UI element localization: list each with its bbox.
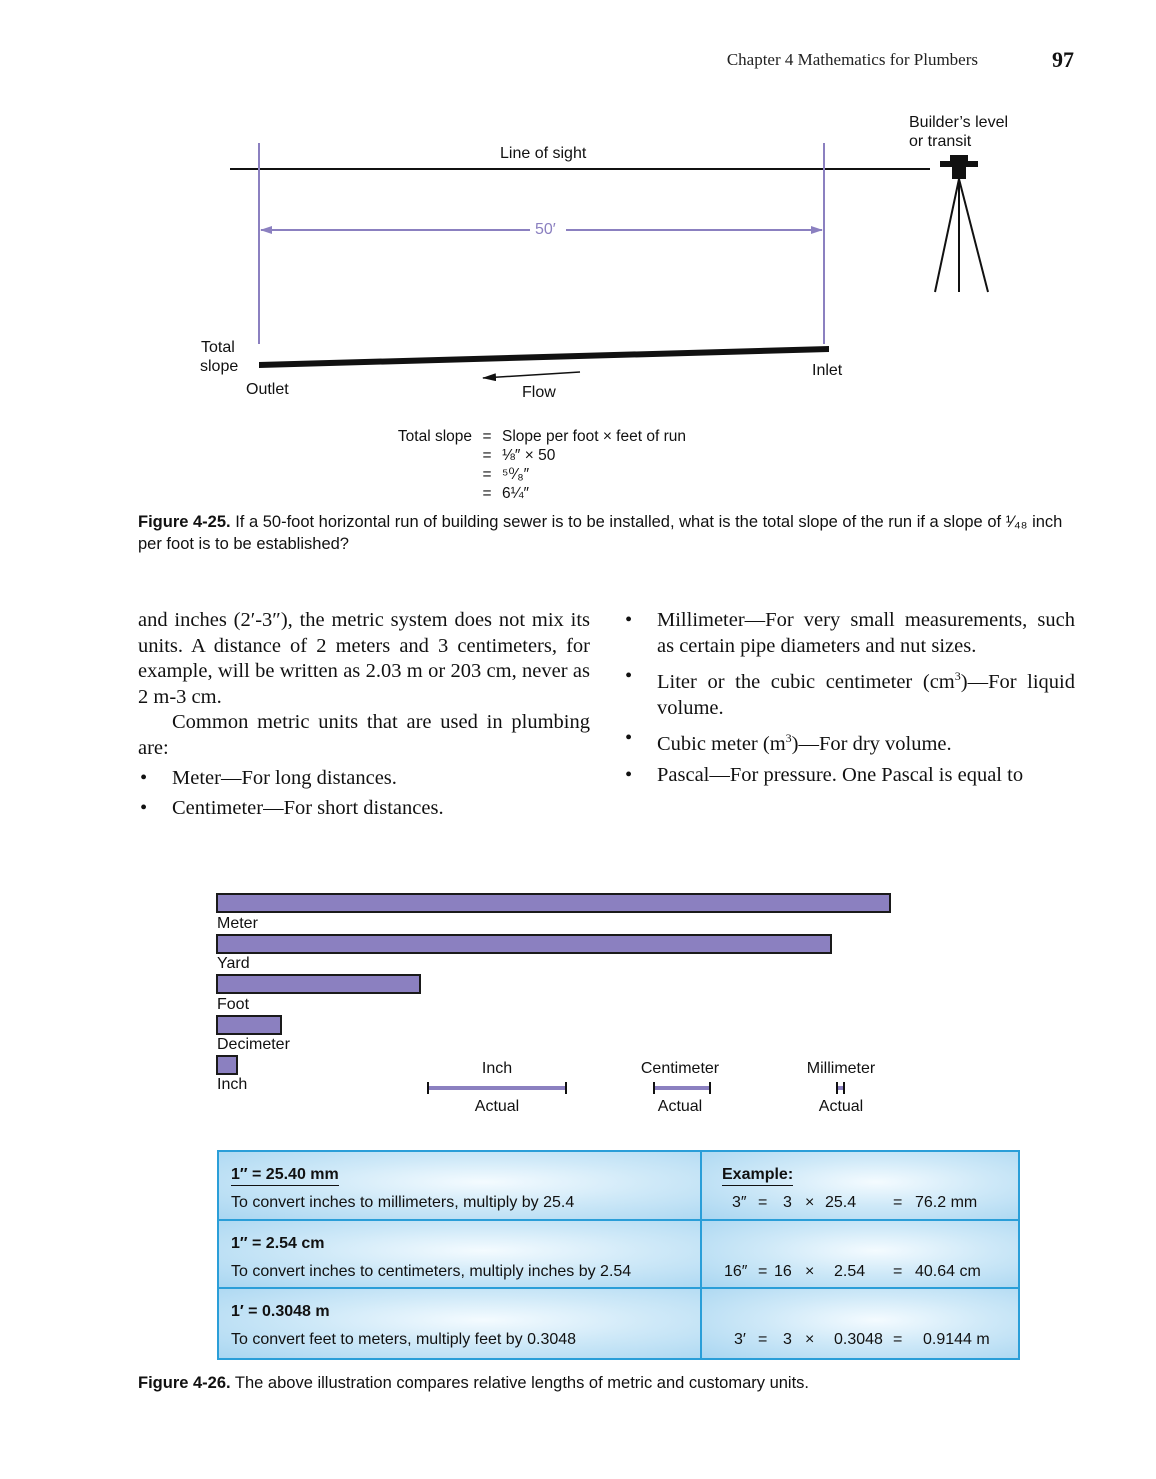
table-cell <box>219 1289 702 1358</box>
conversion-title: 1″ = 2.54 cm <box>231 1234 325 1252</box>
caption-label: Figure 4-26. <box>138 1374 231 1392</box>
calc-equals: = <box>482 428 492 445</box>
conversion-description: To convert inches to millimeters, multiply by 25.4 <box>231 1194 575 1211</box>
calc-equals: = <box>482 485 492 502</box>
table-cell <box>702 1289 1018 1358</box>
transit-icon <box>935 155 988 292</box>
conversion-description: To convert inches to centimeters, multiply inches by 2.54 <box>231 1262 632 1280</box>
table-cell <box>219 1221 702 1290</box>
caption-label: Figure 4-25. <box>138 513 231 531</box>
transit-label: or transit <box>909 133 972 150</box>
actual-millimeter-scale <box>835 1081 847 1095</box>
bar-label-meter: Meter <box>217 915 258 932</box>
paragraph: and inches (2′-3″), the metric system does not mix its units. A distance of 2 meters and 3 centimeters, for example, will be written as 2.03 m or 203 cm, never as 2 m-3 cm. <box>138 609 590 708</box>
figure-4-25-caption <box>138 511 1076 555</box>
distance-label: 50′ <box>535 221 556 238</box>
actual-centimeter-title: Centimeter <box>640 1060 720 1077</box>
example-row: 3′ = 3 × 0.3048 = 0.9144 m <box>734 1331 990 1349</box>
caption-text: The above illustration compares relative lengths of metric and customary units. <box>230 1374 810 1392</box>
bar-foot <box>216 974 421 994</box>
calc-equals: = <box>482 466 492 483</box>
inlet-label: Inlet <box>812 362 843 379</box>
calc-lhs: Total slope <box>397 428 472 445</box>
list-item: • Centimeter—For short distances. <box>138 796 590 822</box>
bar-label-yard: Yard <box>217 955 250 972</box>
flow-arrow <box>483 372 580 378</box>
list-item: • Cubic meter $(m^3)—For$ dry volume. <box>625 727 952 756</box>
list-item: • Liter or the cubic centimeter $(cm^3)—For$ liquid volume. <box>625 665 1075 719</box>
left-column <box>138 608 590 827</box>
right-column <box>623 608 1075 793</box>
conversion-description: To convert feet to meters, multiply feet by 0.3048 <box>231 1331 577 1349</box>
bar-label-foot: Foot <box>217 996 250 1013</box>
table-cell <box>702 1152 1018 1221</box>
sewer-pipe <box>259 346 829 368</box>
builder-level-label: Builder’s level <box>909 114 1009 131</box>
caption-text: If a 50-foot horizontal run of building sewer is to be installed, what is the total slope of the run if a slope of ¹⁄₄₈ inch per foot is to be established? <box>138 513 1063 553</box>
bullet-icon: • <box>625 609 633 631</box>
paragraph: Common metric units that are used in plumbing are: <box>138 711 590 759</box>
slope-calculation <box>360 427 686 503</box>
example-heading: Example: <box>722 1166 793 1186</box>
calc-step-3: ⁵⁰⁄₈″ <box>502 466 530 483</box>
actual-centimeter-caption: Actual <box>657 1098 703 1115</box>
bullet-icon: • <box>625 665 633 688</box>
figure-4-26-caption <box>138 1372 1076 1394</box>
actual-inch-scale <box>426 1081 568 1095</box>
table-cell <box>702 1221 1018 1290</box>
bar-meter <box>216 893 891 913</box>
example-row: 16″ = 16 × 2.54 = 40.64 cm <box>724 1262 981 1280</box>
actual-inch-caption: Actual <box>474 1098 520 1115</box>
bar-label-decimeter: Decimeter <box>217 1036 290 1053</box>
bullet-icon: • <box>140 766 148 789</box>
calc-equals: = <box>482 447 492 464</box>
calc-step-2: ⅛″ × 50 <box>502 447 556 464</box>
actual-millimeter-caption: Actual <box>818 1098 864 1115</box>
line-of-sight-label: Line of sight <box>500 145 587 162</box>
bar-label-inch: Inch <box>217 1076 248 1093</box>
bullet-icon: • <box>140 797 148 820</box>
calc-step-4: 6¼″ <box>502 485 530 502</box>
bullet-icon: • <box>625 727 633 750</box>
bullet-icon: • <box>625 763 633 786</box>
actual-millimeter-title: Millimeter <box>806 1060 876 1077</box>
actual-centimeter-scale <box>652 1081 712 1095</box>
running-head: Chapter 4 Mathematics for Plumbers <box>726 50 978 69</box>
actual-inch-title: Inch <box>481 1060 513 1077</box>
list-item: • Millimeter—For very small measurements, such as certain pipe diameters and nut sizes. <box>625 609 1075 657</box>
table-cell <box>219 1152 702 1221</box>
conversion-title: 1″ = 25.40 mm <box>231 1166 339 1186</box>
outlet-label: Outlet <box>246 381 289 398</box>
conversion-table <box>217 1150 1020 1360</box>
total-slope-label-1: Total <box>201 339 235 356</box>
bar-inch <box>216 1055 238 1075</box>
bullet-list <box>138 766 590 822</box>
calc-step-1: Slope per foot × feet of run <box>502 428 686 445</box>
total-slope-label-2: slope <box>200 358 239 375</box>
bar-yard <box>216 934 832 954</box>
list-item: • Meter—For long distances. <box>138 766 590 792</box>
page-number: 97 <box>1052 47 1074 72</box>
list-item: • Pascal—For pressure. One Pascal is equal to <box>623 763 1075 789</box>
conversion-title: 1′ = 0.3048 m <box>231 1303 330 1321</box>
bar-decimeter <box>216 1015 282 1035</box>
flow-label: Flow <box>522 384 556 401</box>
bullet-list <box>623 608 1075 788</box>
example-row: 3″ = 3 × 25.4 = 76.2 mm <box>732 1194 978 1211</box>
